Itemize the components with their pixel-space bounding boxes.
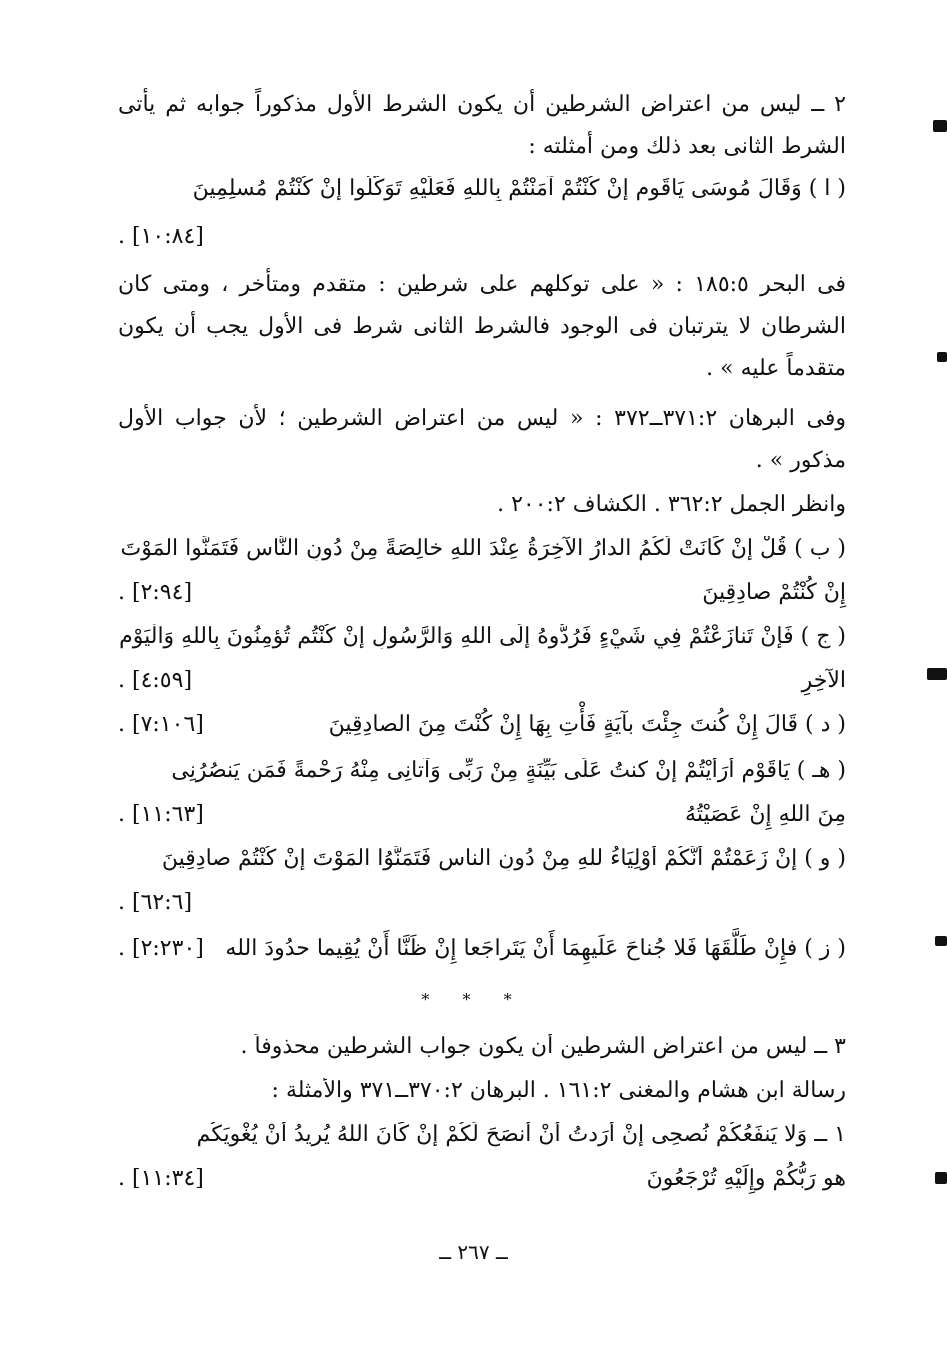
scan-edge-mark	[933, 120, 947, 132]
jamal-reference: وانظر الجمل ٣٦٢:٢ . الكشاف ٢٠٠:٢ .	[497, 492, 846, 517]
verse-f: ( و ) إِنْ زَعَمْتُمْ أَنَّكُمْ أَوْلِيَاءُ للهِ مِنْ دُونِ الناسِ فَتَمَنَّوُا المَوْتَ إِنْ كُنْتُمْ صادِقِينَ	[161, 846, 846, 871]
section-3-sources: رسالة ابن هشام والمغنى ١٦١:٢ . البرهان ٣٧٠:٢ــ٣٧١ والأمثلة :	[271, 1078, 846, 1103]
verse-g: ( ز ) فإِنْ طَلَّقَهَا فَلا جُناحَ عَلَيهِمَا أَنْ يَتَراجَعا إِنْ ظَنَّا أَنْ يُقِيما حدُودَ الله	[225, 936, 846, 961]
verse-d: ( د ) قَالَ إِنْ كُنتَ جِئْتَ بآيَةٍ فَأْتِ بِهَا إِنْ كُنْتَ مِنَ الصادِقِينَ	[328, 712, 846, 737]
section-separator: * * *	[421, 990, 526, 1009]
verse-f-reference: . [٦٢:٦]	[118, 890, 193, 915]
section-3-verse-1-reference: . [١١:٣٤]	[118, 1166, 204, 1191]
verse-c-reference: . [٤:٥٩]	[118, 668, 193, 693]
section-3-verse-1-line-2: هو رَبُّكُمْ وإِلَيْهِ تُرْجَعُونَ	[646, 1166, 846, 1191]
burhan-commentary: وفى البرهان ٣٧١:٢ــ٣٧٢ : « ليس من اعتراض الشرطين ؛ لأن جواب الأول مذكور » .	[118, 406, 846, 473]
section-3-heading: ٣ ــ ليس من اعتراض الشرطين أن يكون جواب الشرطين محذوفاً .	[240, 1034, 846, 1059]
scan-edge-mark	[935, 936, 947, 946]
verse-c-line-2: الآخِرِ	[801, 668, 846, 693]
verse-a-reference: . [١٠:٨٤]	[118, 224, 204, 249]
verse-e-line-1: ( هـ ) يَاقَوْمِ أَرَأَيْتُمْ إِنْ كنتُ عَلَى بَيِّنَةٍ مِنْ رَبِّى وَآتانِى مِنْهُ رَحْمةً فَمَن يَنصُرُنِى	[171, 758, 846, 783]
verse-e-line-2: مِنَ اللهِ إِنْ عَصَيْتُهُ	[685, 802, 846, 827]
verse-b-line-1: ( ب ) قُلْ إِنْ كَانَتْ لَكُمُ الدارُ الآخِرَةُ عِنْدَ اللهِ خالِصَةً مِنْ دُونِ النَّاسِ فَتَمَنَّوا المَوْتَ	[120, 536, 846, 561]
scan-edge-mark	[935, 1172, 947, 1184]
verse-d-reference: . [٧:١٠٦]	[118, 712, 204, 737]
verse-c-line-1: ( ج ) فَإِنْ تَنازَعْتُمْ فِي شَيْءٍ فَرُدُّوهُ إِلَى اللهِ وَالرَّسُولِ إِنْ كُنْتُم تُؤمِنُونَ بِاللهِ وَالْيَوْمِ	[119, 624, 846, 649]
verse-a: ( ا ) وَقَالَ مُوسَى يَاقَومِ إِنْ كُنْتُمْ آمَنْتُمْ بِاللهِ فَعَلَيْهِ تَوَكَّلُوا إِنْ كُنْتُمْ مُسلِمِينَ	[192, 176, 846, 201]
bahr-commentary: فى البحر ١٨٥:٥ : « على توكلهم على شرطين : متقدم ومتأخر ، ومتى كان الشرطان لا يترتبان فى الوجود فالشرط الثانى شرط فى الأول يجب أن يكون متقدماً عليه » .	[118, 272, 847, 381]
verse-b-line-2: إِنْ كُنْتُمْ صادِقِينَ	[702, 580, 846, 605]
scan-edge-mark	[937, 352, 947, 362]
section-3-verse-1-line-1: ١ ــ وَلا يَنفَعُكُمْ نُصحِى إِنْ أَرَدتُ أَنْ أَنصَحَ لَكُمْ إِنْ كَانَ اللهُ يُرِيدُ أَنْ يُغْوِيَكُم	[196, 1122, 846, 1147]
verse-b-reference: . [٢:٩٤]	[118, 580, 193, 605]
verse-e-reference: . [١١:٦٣]	[118, 802, 204, 827]
verse-g-reference: . [٢:٢٣٠]	[118, 936, 204, 961]
page-number: ــ ٢٦٧ ــ	[439, 1240, 508, 1264]
section-2-heading: ٢ ــ ليس من اعتراض الشرطين أن يكون الشرط الأول مذكوراً جوابه ثم يأتى الشرط الثانى بعد ذلك ومن أمثلته :	[118, 92, 846, 159]
scan-edge-mark	[927, 668, 947, 680]
